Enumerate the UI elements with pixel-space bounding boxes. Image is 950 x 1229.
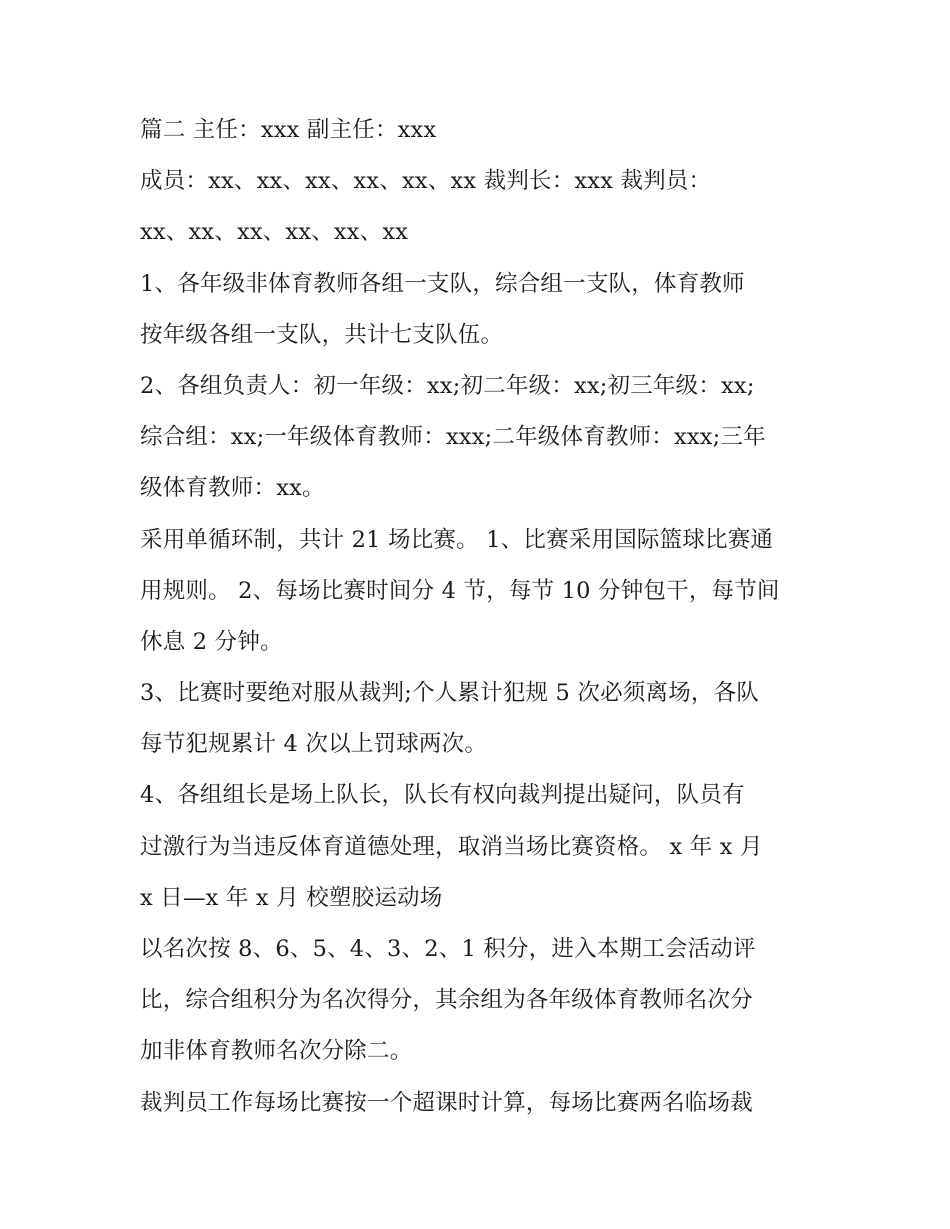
text-line-13: 每节犯规累计 4 次以上罚球两次。 [140, 731, 488, 758]
text-line-12: 3、比赛时要绝对服从裁判;个人累计犯规 5 次必须离场，各队 [140, 680, 760, 707]
text-line-1: 篇二 主任：xxx 副主任：xxx [140, 117, 437, 143]
document-body [140, 112, 820, 1136]
text-line-16: x 日—x 年 x 月 校塑胶运动场 [140, 884, 443, 911]
text-line-3: xx、xx、xx、xx、xx、xx [140, 219, 409, 246]
text-line-11: 休息 2 分钟。 [140, 628, 283, 655]
text-line-2: 成员：xx、xx、xx、xx、xx、xx 裁判长：xxx 裁判员： [140, 168, 712, 195]
text-line-5: 按年级各组一支队，共计七支队伍。 [140, 321, 504, 348]
text-line-14: 4、各组组长是场上队长，队长有权向裁判提出疑问，队员有 [140, 782, 745, 809]
text-line-7: 综合组：xx;一年级体育教师：xxx;二年级体育教师：xxx;三年 [140, 424, 766, 451]
text-line-15: 过激行为当违反体育道德处理，取消当场比赛资格。 x 年 x 月 [140, 833, 763, 860]
text-line-20: 裁判员工作每场比赛按一个超课时计算，每场比赛两名临场裁 [140, 1089, 753, 1116]
text-line-19: 加非体育教师名次分除二。 [140, 1038, 413, 1065]
text-line-6: 2、各组负责人：初一年级：xx;初二年级：xx;初三年级：xx; [140, 372, 755, 399]
text-line-4: 1、各年级非体育教师各组一支队，综合组一支队，体育教师 [140, 270, 745, 297]
text-line-18: 比，综合组积分为名次得分，其余组为各年级体育教师名次分 [140, 987, 753, 1014]
text-line-8: 级体育教师：xx。 [140, 475, 325, 502]
text-line-10: 用规则。 2、每场比赛时间分 4 节，每节 10 分钟包干，每节间 [140, 577, 780, 604]
text-line-9: 采用单循环制，共计 21 场比赛。 1、比赛采用国际篮球比赛通 [140, 526, 774, 553]
text-line-17: 以名次按 8、6、5、4、3、2、1 积分，进入本期工会活动评 [140, 936, 756, 962]
